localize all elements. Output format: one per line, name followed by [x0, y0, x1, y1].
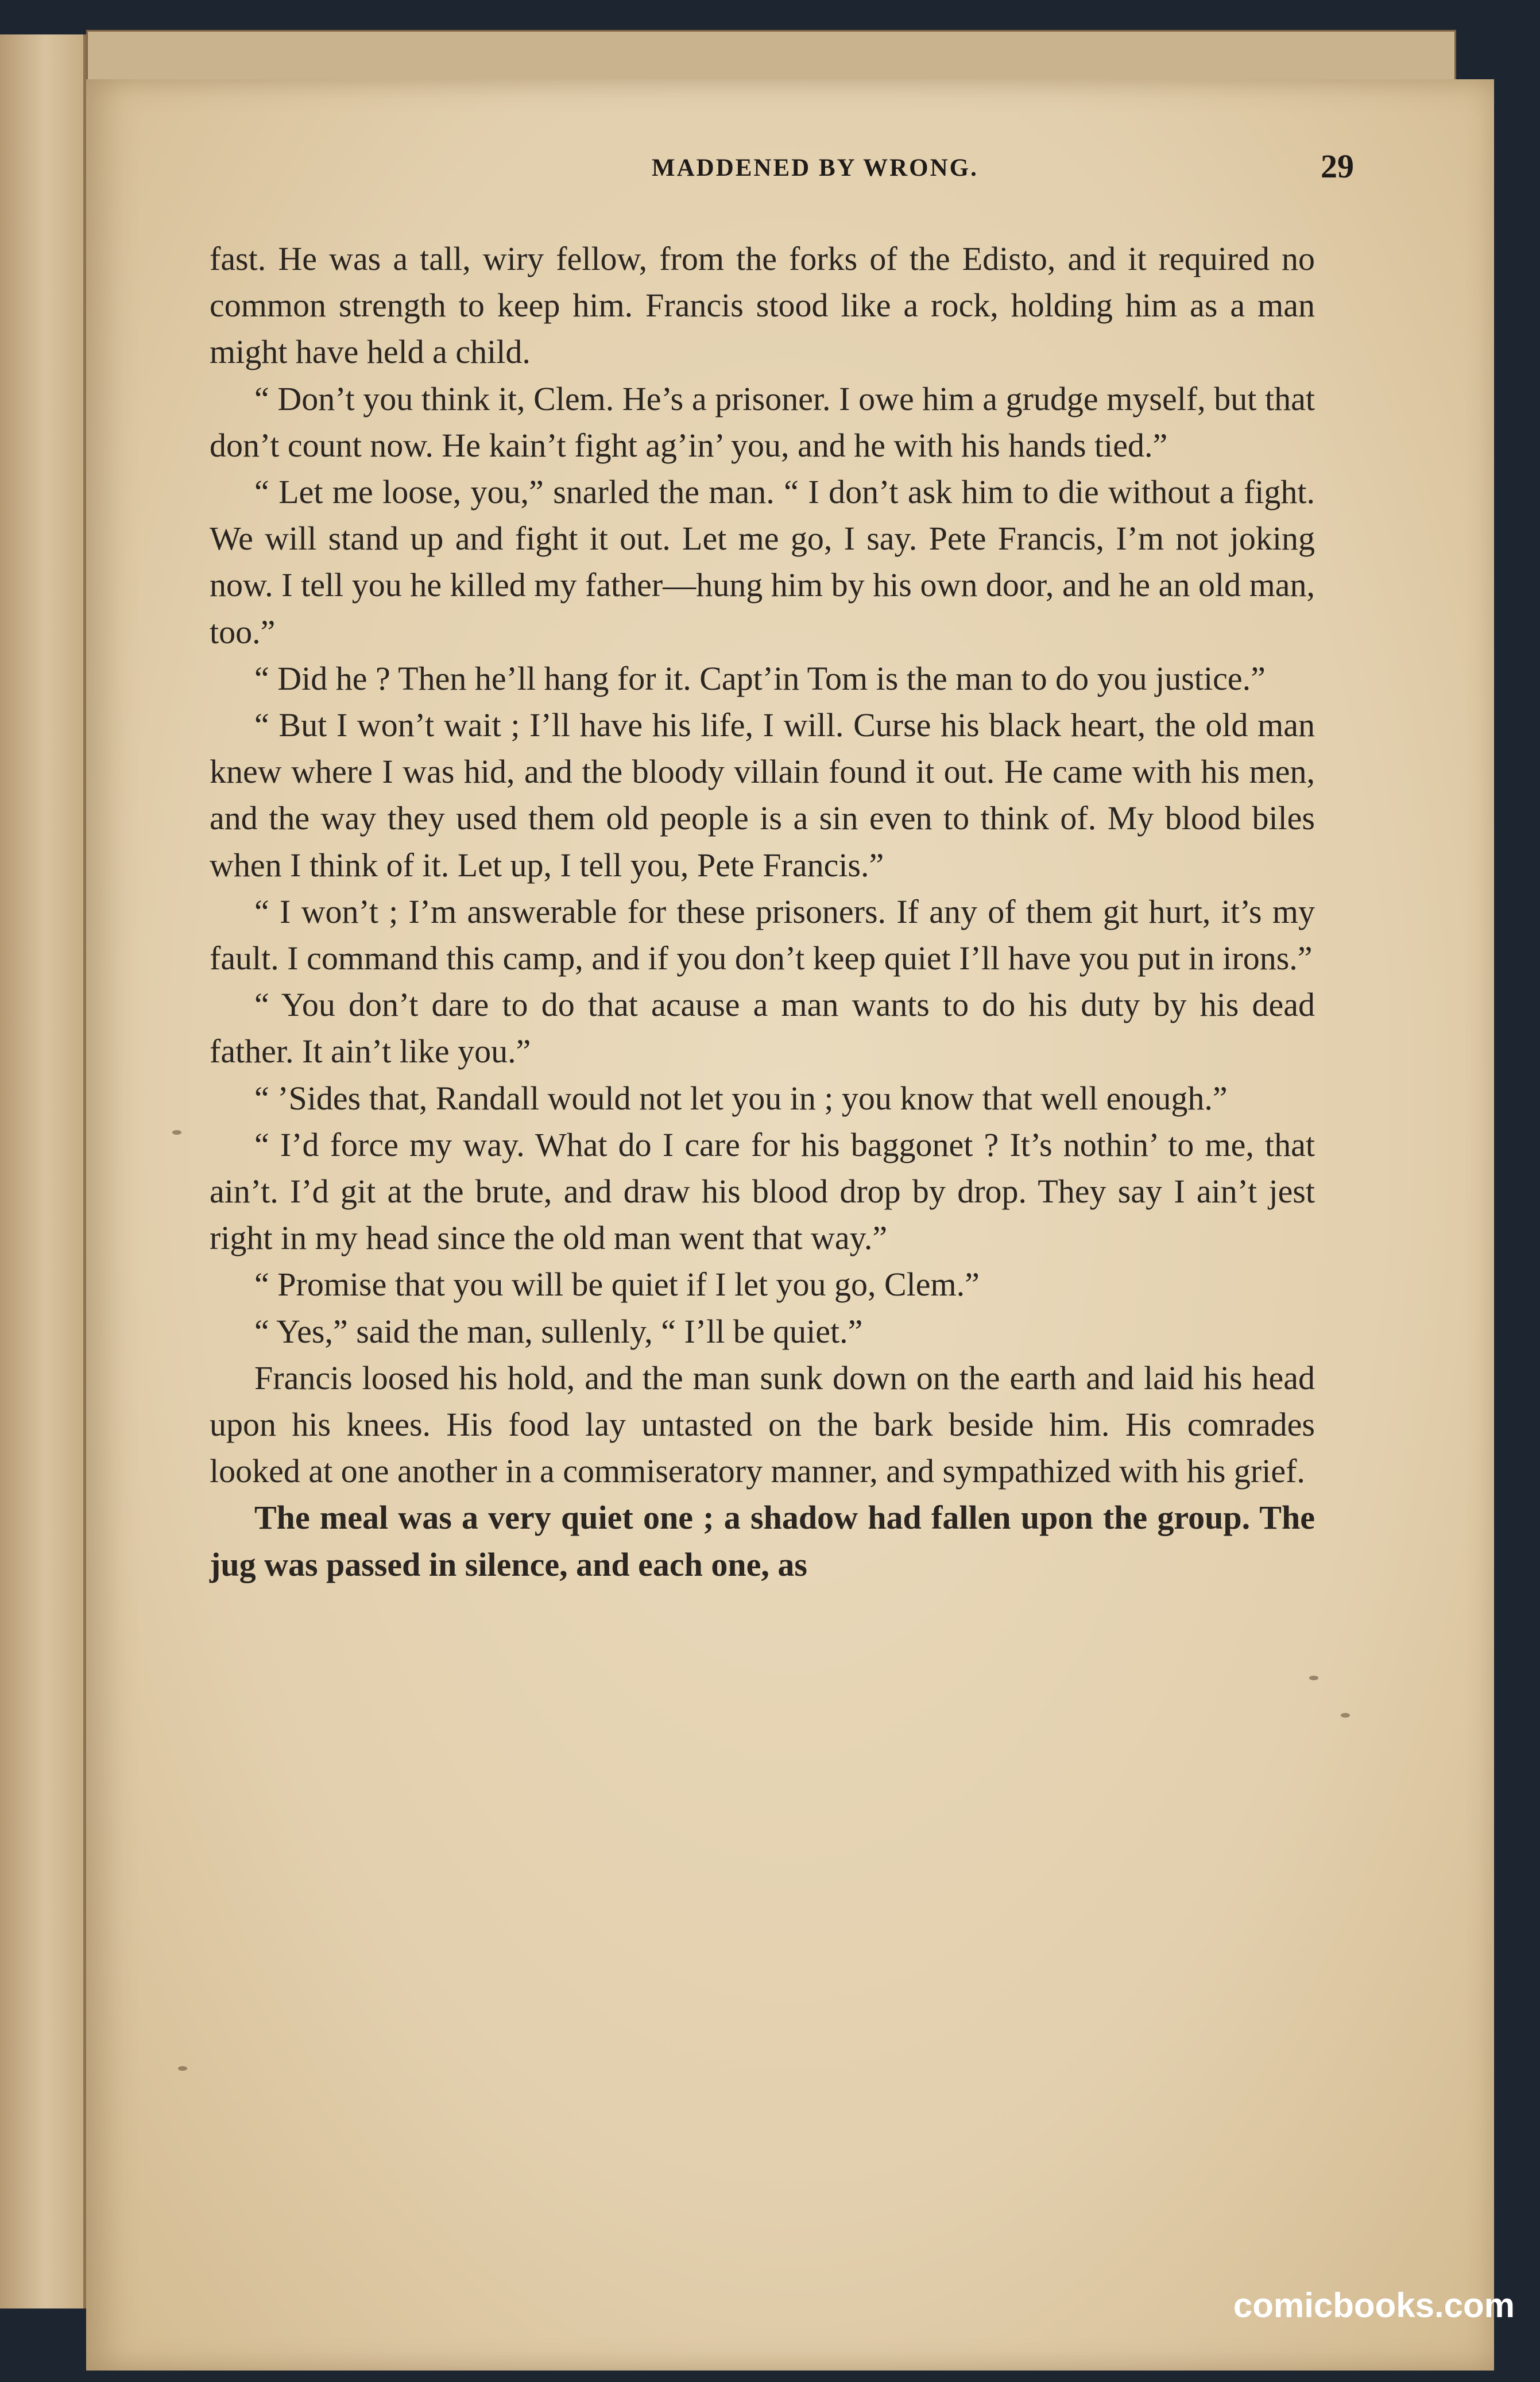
page-header [210, 148, 1415, 194]
running-head: MADDENED BY WRONG. [652, 154, 978, 181]
paragraph-6: “ I won’t ; I’m answerable for these prisoners. If any of them git hurt, it’s my fault. I command this camp, and if you don’t keep quiet I’ll have you put in irons.” [210, 892, 1315, 977]
page-number: 29 [1321, 148, 1354, 185]
paragraph-11: “ Yes,” said the man, sullenly, “ I’ll be quiet.” [254, 1312, 863, 1350]
paragraph-10: “ Promise that you will be quiet if I let you go, Clem.” [254, 1266, 980, 1304]
paragraph-1: fast. He was a tall, wiry fellow, from the forks of the Edisto, and it required no common strength to keep him. Francis stood like a rock, holding him as a man might have held a child. [210, 240, 1315, 371]
paper-speck [178, 2066, 187, 2071]
paper-speck [1341, 1713, 1350, 1718]
paragraph-13: The meal was a very quiet one ; a shadow had fallen upon the group. The jug was passed in silence, and each one, as [210, 1499, 1315, 1583]
paper-speck [1309, 1676, 1318, 1680]
body-text [210, 235, 1315, 1588]
watermark: comicbooks.com [1233, 2286, 1515, 2325]
paragraph-9: “ I’d force my way. What do I care for his baggonet ? It’s nothin’ to me, that ain’t. I’d git at the brute, and draw his blood drop by drop. They say I ain’t jest right in my head since the old man went that way.” [210, 1126, 1315, 1257]
paper-speck [172, 1130, 181, 1135]
paragraph-3: “ Let me loose, you,” snarled the man. “ I don’t ask him to die without a fight. We will stand up and fight it out. Let me go, I say. Pete Francis, I’m not joking now. I tell you he killed my father—hung him by his own door, and he an old man, too.” [210, 473, 1315, 651]
paragraph-8: “ ’Sides that, Randall would not let you in ; you know that well enough.” [254, 1079, 1228, 1117]
paragraph-12: Francis loosed his hold, and the man sunk down on the earth and laid his head upon his knees. His food lay untasted on the bark beside him. His comrades looked at one another in a commiseratory manner, and sympathized with his grief. [210, 1359, 1315, 1490]
paragraph-5: “ But I won’t wait ; I’ll have his life, I will. Curse his black heart, the old man knew where I was hid, and the bloody villain found it out. He came with his men, and the way they used them old people is a sin even to think of. My blood biles when I think of it. Let up, I tell you, Pete Francis.” [210, 706, 1315, 884]
paragraph-4: “ Did he ? Then he’ll hang for it. Capt’in Tom is the man to do you justice.” [254, 659, 1266, 697]
paragraph-7: “ You don’t dare to do that acause a man wants to do his duty by his dead father. It ain’t like you.” [210, 986, 1315, 1070]
book-page [86, 79, 1494, 2371]
left-page-edge [0, 34, 87, 2308]
paragraph-2: “ Don’t you think it, Clem. He’s a prisoner. I owe him a grudge myself, but that don’t count now. He kain’t fight ag’in’ you, and he with his hands tied.” [210, 380, 1315, 464]
